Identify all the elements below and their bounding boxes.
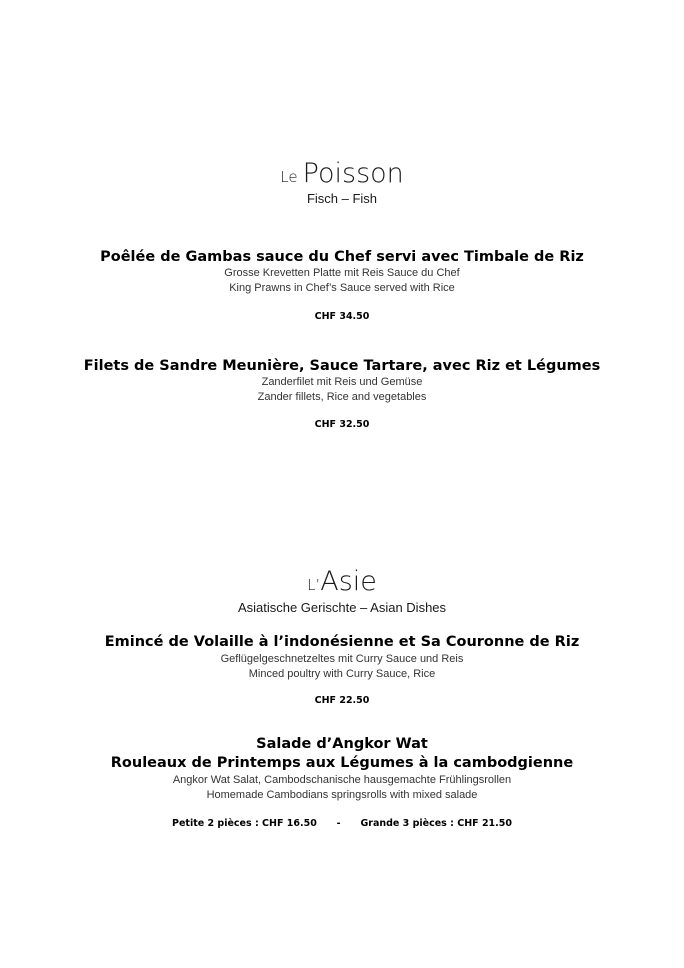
dish-price-sizes: Petite 2 pièces : CHF 16.50 - Grande 3 pièces : CHF 21.50	[172, 818, 512, 829]
dish-title-salade: Salade d’Angkor Wat	[256, 736, 428, 752]
dish-description-en: King Prawns in Chef’s Sauce served with Rice	[229, 282, 455, 294]
dish-description-de: Zanderfilet mit Reis und Gemüse	[261, 376, 423, 388]
section-title-main: Asie	[320, 566, 377, 597]
dish-description-de: Grosse Krevetten Platte mit Reis Sauce du Chef	[224, 267, 460, 279]
dish-description-en: Zander fillets, Rice and vegetables	[257, 391, 427, 403]
dish-description-de: Angkor Wat Salat, Cambodschanische hausgemachte Frühlingsrollen	[172, 774, 512, 786]
dish-title-rouleaux: Rouleaux de Printemps aux Légumes à la cambodgienne	[110, 755, 574, 771]
dish-description-de: Geflügelgeschnetzeltes mit Curry Sauce und Reis	[220, 653, 464, 665]
dish-price: CHF 22.50	[314, 695, 370, 706]
dish-description-en: Minced poultry with Curry Sauce, Rice	[248, 668, 436, 680]
dish-title-gambas: Poêlée de Gambas sauce du Chef servi avec Timbale de Riz	[100, 249, 584, 265]
dish-price: CHF 34.50	[314, 311, 370, 322]
section-title-prefix: L’	[307, 576, 321, 594]
section-title-asie	[0, 566, 684, 597]
section-subtitle-asie: Asiatische Gerischte – Asian Dishes	[237, 600, 447, 615]
section-title-main: Poisson	[302, 158, 404, 189]
section-title-poisson	[0, 158, 684, 189]
dish-title-sandre: Filets de Sandre Meunière, Sauce Tartare, avec Riz et Légumes	[83, 358, 601, 374]
section-subtitle-poisson: Fisch – Fish	[306, 191, 378, 206]
dish-price: CHF 32.50	[314, 419, 370, 430]
dish-title-volaille: Emincé de Volaille à l’indonésienne et Sa Couronne de Riz	[104, 634, 580, 650]
section-title-prefix: Le	[280, 168, 298, 186]
dish-description-en: Homemade Cambodians springsrolls with mixed salade	[206, 789, 478, 801]
